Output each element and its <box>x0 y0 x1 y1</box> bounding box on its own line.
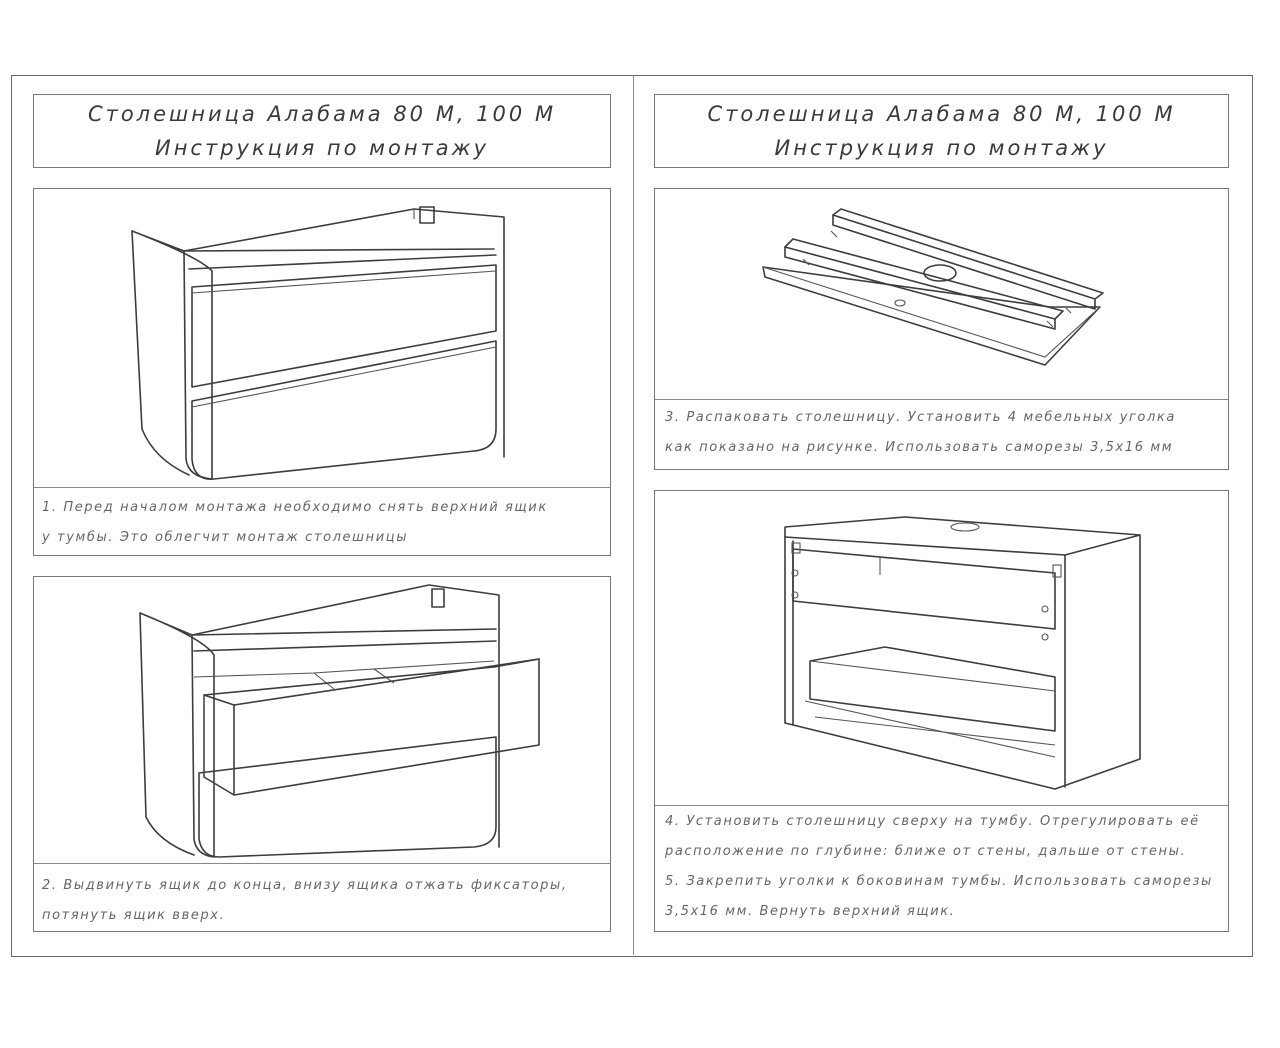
step-5-line1: 5. Закрепить уголки к боковинам тумбы. Использовать саморезы <box>665 874 1213 889</box>
step-3-line1: 3. Распаковать столешницу. Установить 4 мебельных уголка <box>665 410 1176 425</box>
step-4-line2: расположение по глубине: ближе от стены, дальше от стены. <box>665 844 1187 859</box>
title-left-line2: Инструкция по монтажу <box>154 136 490 160</box>
step-1-line1: 1. Перед началом монтажа необходимо снять верхний ящик <box>42 500 548 515</box>
countertop-mounted-on-cabinet-icon <box>655 491 1228 805</box>
step-1-panel <box>33 188 611 556</box>
title-box-right <box>654 94 1229 168</box>
countertop-with-corner-brackets-icon <box>655 189 1228 399</box>
cabinet-two-drawers-icon <box>34 189 610 487</box>
step-4-line1: 4. Установить столешницу сверху на тумбу. Отрегулировать её <box>665 814 1200 829</box>
step-3-panel <box>654 188 1229 470</box>
title-box-left <box>33 94 611 168</box>
step-5-line2: 3,5х16 мм. Вернуть верхний ящик. <box>665 904 956 919</box>
page-divider <box>633 75 634 955</box>
step-2-line1: 2. Выдвинуть ящик до конца, внизу ящика отжать фиксаторы, <box>42 878 568 893</box>
title-right-line2: Инструкция по монтажу <box>774 136 1109 160</box>
step-4-caption <box>665 807 1213 927</box>
cabinet-drawer-pulled-out-icon <box>34 577 610 863</box>
step-4-panel <box>654 490 1229 932</box>
step-2-caption <box>42 871 568 931</box>
step-3-line2: как показано на рисунке. Использовать саморезы 3,5х16 мм <box>665 440 1174 455</box>
step-3-caption <box>665 403 1176 463</box>
step-1-line2: у тумбы. Это облегчит монтаж столешницы <box>42 530 409 545</box>
step-2-panel <box>33 576 611 932</box>
step-2-line2: потянуть ящик вверх. <box>42 908 226 923</box>
title-right-line1: Столешница Алабама 80 М, 100 М <box>707 102 1176 126</box>
step-1-caption <box>42 493 548 553</box>
title-left-line1: Столешница Алабама 80 М, 100 М <box>87 102 557 126</box>
